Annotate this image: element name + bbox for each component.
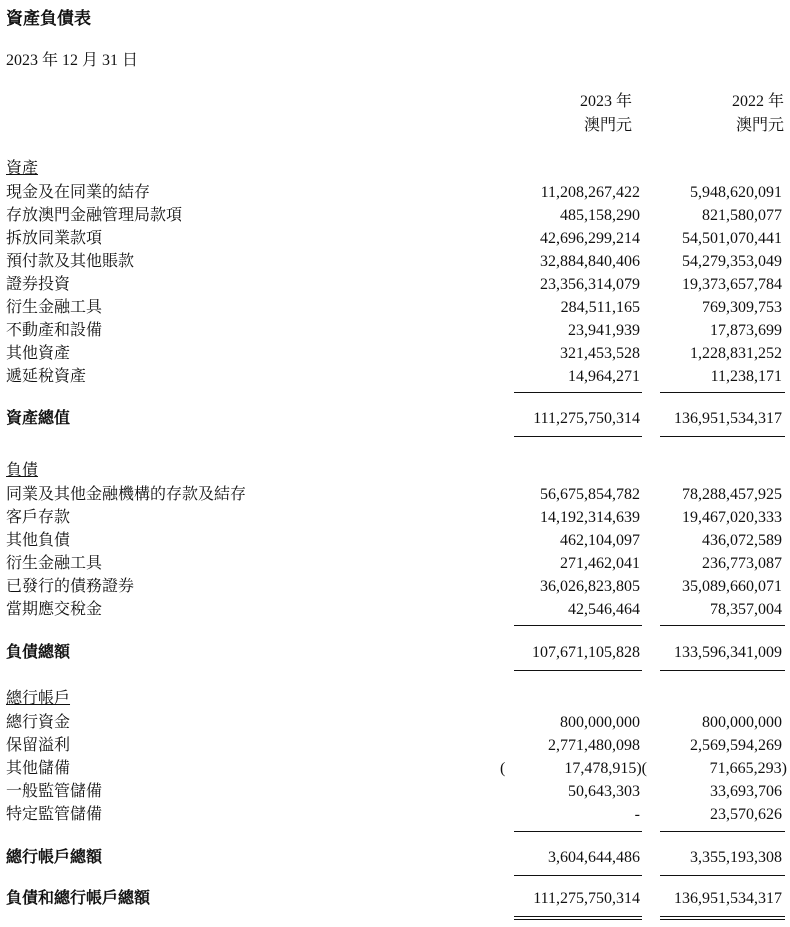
subtotal-rule: [514, 392, 642, 393]
value-2022: 436,072,589: [702, 532, 782, 549]
value-2023: 14,192,314,639: [540, 509, 640, 526]
row-label: 總行資金: [6, 714, 71, 731]
value-2023: 42,696,299,214: [540, 230, 640, 247]
row-label: 其他負債: [6, 532, 71, 549]
table-row: [0, 319, 790, 343]
table-row: [0, 483, 790, 507]
table-row: [0, 365, 790, 389]
value-2023: 14,964,271: [568, 368, 640, 385]
value-2022: 54,501,070,441: [682, 230, 782, 247]
row-label: 總行帳戶總額: [6, 849, 103, 866]
table-row: [0, 227, 790, 251]
table-row: [0, 803, 790, 827]
value-2022: 71,665,293): [709, 760, 787, 777]
row-label: 其他資產: [6, 345, 71, 362]
double-rule-top: [660, 916, 785, 917]
total-rule: [514, 436, 642, 437]
total-rule: [514, 875, 642, 876]
subtotal-rule: [660, 392, 785, 393]
row-label: 衍生金融工具: [6, 299, 103, 316]
value-2022: 133,596,341,009: [674, 644, 782, 661]
total-rule: [660, 436, 785, 437]
value-2022: 54,279,353,049: [682, 253, 782, 270]
column-year: 2022 年: [731, 93, 784, 110]
value-2022: 136,951,534,317: [674, 890, 782, 907]
value-2022: 769,309,753: [702, 299, 782, 316]
column-header-2023: [520, 90, 632, 138]
table-row: [0, 273, 790, 297]
table-row: [0, 757, 790, 781]
total-rule: [660, 875, 785, 876]
column-year: 2023 年: [579, 93, 632, 110]
value-2022: 5,948,620,091: [690, 184, 782, 201]
value-2023: 42,546,464: [568, 601, 640, 618]
table-row: [0, 529, 790, 553]
grand-total-row: [0, 887, 790, 911]
total-rule: [660, 670, 785, 671]
negative-paren: (: [500, 760, 506, 777]
value-2023: 17,478,915)(: [564, 760, 647, 777]
value-2023: 111,275,750,314: [533, 410, 640, 427]
row-label: 衍生金融工具: [6, 555, 103, 572]
subtotal-rule: [514, 625, 642, 626]
value-2022: 78,357,004: [710, 601, 782, 618]
value-2023: 111,275,750,314: [533, 890, 640, 907]
value-2022: 1,228,831,252: [690, 345, 782, 362]
row-label: 負債和總行帳戶總額: [6, 890, 151, 907]
table-row: [0, 734, 790, 758]
section-heading-head-office: 總行帳戶: [6, 690, 71, 707]
section-heading-assets: 資產: [6, 160, 39, 177]
row-label: 一般監管儲備: [6, 783, 103, 800]
table-row: [0, 575, 790, 599]
value-2023: 56,675,854,782: [540, 486, 640, 503]
value-2023: 32,884,840,406: [540, 253, 640, 270]
row-label: 拆放同業款項: [6, 230, 103, 247]
column-unit: 澳門元: [735, 117, 784, 134]
value-2022: 19,467,020,333: [682, 509, 782, 526]
value-2023: 485,158,290: [560, 207, 640, 224]
row-label: 其他儲備: [6, 760, 71, 777]
subtotal-rule: [514, 831, 642, 832]
value-2023: 321,453,528: [560, 345, 640, 362]
value-2022: 11,238,171: [710, 368, 782, 385]
value-2022: 35,089,660,071: [682, 578, 782, 595]
value-2022: 3,355,193,308: [690, 849, 782, 866]
table-row: [0, 598, 790, 622]
table-row: [0, 296, 790, 320]
row-label: 現金及在同業的結存: [6, 184, 151, 201]
total-row-liabilities: [0, 641, 790, 665]
table-row: [0, 181, 790, 205]
value-2023: 50,643,303: [568, 783, 640, 800]
row-label: 當期應交稅金: [6, 601, 103, 618]
value-2022: 236,773,087: [702, 555, 782, 572]
value-2022: 136,951,534,317: [674, 410, 782, 427]
value-2023: 3,604,644,486: [548, 849, 640, 866]
row-label: 遞延稅資產: [6, 368, 87, 385]
value-2022: 800,000,000: [702, 714, 782, 731]
column-unit: 澳門元: [583, 117, 632, 134]
table-row: [0, 711, 790, 735]
row-label: 負債總額: [6, 644, 71, 661]
value-2023: 23,356,314,079: [540, 276, 640, 293]
table-row: [0, 204, 790, 228]
value-2023: 462,104,097: [560, 532, 640, 549]
value-2023: 284,511,165: [560, 299, 640, 316]
double-rule-bottom: [660, 919, 785, 920]
value-2022: 23,570,626: [710, 806, 782, 823]
value-2022: 17,873,699: [710, 322, 782, 339]
value-2022: 2,569,594,269: [690, 737, 782, 754]
value-2022: 821,580,077: [702, 207, 782, 224]
table-row: [0, 552, 790, 576]
table-row: [0, 780, 790, 804]
table-row: [0, 250, 790, 274]
double-rule-top: [514, 916, 642, 917]
value-2023: 2,771,480,098: [548, 737, 640, 754]
row-label: 證券投資: [6, 276, 71, 293]
row-label: 存放澳門金融管理局款項: [6, 207, 183, 224]
value-2023: 107,671,105,828: [532, 644, 640, 661]
row-label: 客戶存款: [6, 509, 71, 526]
table-row: [0, 342, 790, 366]
column-header-2022: [660, 90, 784, 138]
row-label: 同業及其他金融機構的存款及結存: [6, 486, 247, 503]
subtotal-rule: [660, 831, 785, 832]
total-row-head-office: [0, 846, 790, 870]
row-label: 特定監管儲備: [6, 806, 103, 823]
section-heading-liabilities: 負債: [6, 462, 39, 479]
value-2022: 78,288,457,925: [682, 486, 782, 503]
total-rule: [514, 670, 642, 671]
value-2023: 271,462,041: [560, 555, 640, 572]
value-2023: 11,208,267,422: [540, 184, 640, 201]
subtotal-rule: [660, 625, 785, 626]
value-2023: 800,000,000: [560, 714, 640, 731]
row-label: 預付款及其他賬款: [6, 253, 135, 270]
value-2023: -: [634, 806, 640, 823]
value-2022: 33,693,706: [710, 783, 782, 800]
double-rule-bottom: [514, 919, 642, 920]
value-2023: 36,026,823,805: [540, 578, 640, 595]
row-label: 保留溢利: [6, 737, 71, 754]
row-label: 資產總值: [6, 410, 71, 427]
value-2022: 19,373,657,784: [682, 276, 782, 293]
table-row: [0, 506, 790, 530]
value-2023: 23,941,939: [568, 322, 640, 339]
total-row-assets: [0, 407, 790, 431]
statement-title: 資產負債表: [6, 9, 91, 28]
statement-date: 2023 年 12 月 31 日: [6, 52, 139, 69]
row-label: 不動產和設備: [6, 322, 103, 339]
row-label: 已發行的債務證券: [6, 578, 135, 595]
